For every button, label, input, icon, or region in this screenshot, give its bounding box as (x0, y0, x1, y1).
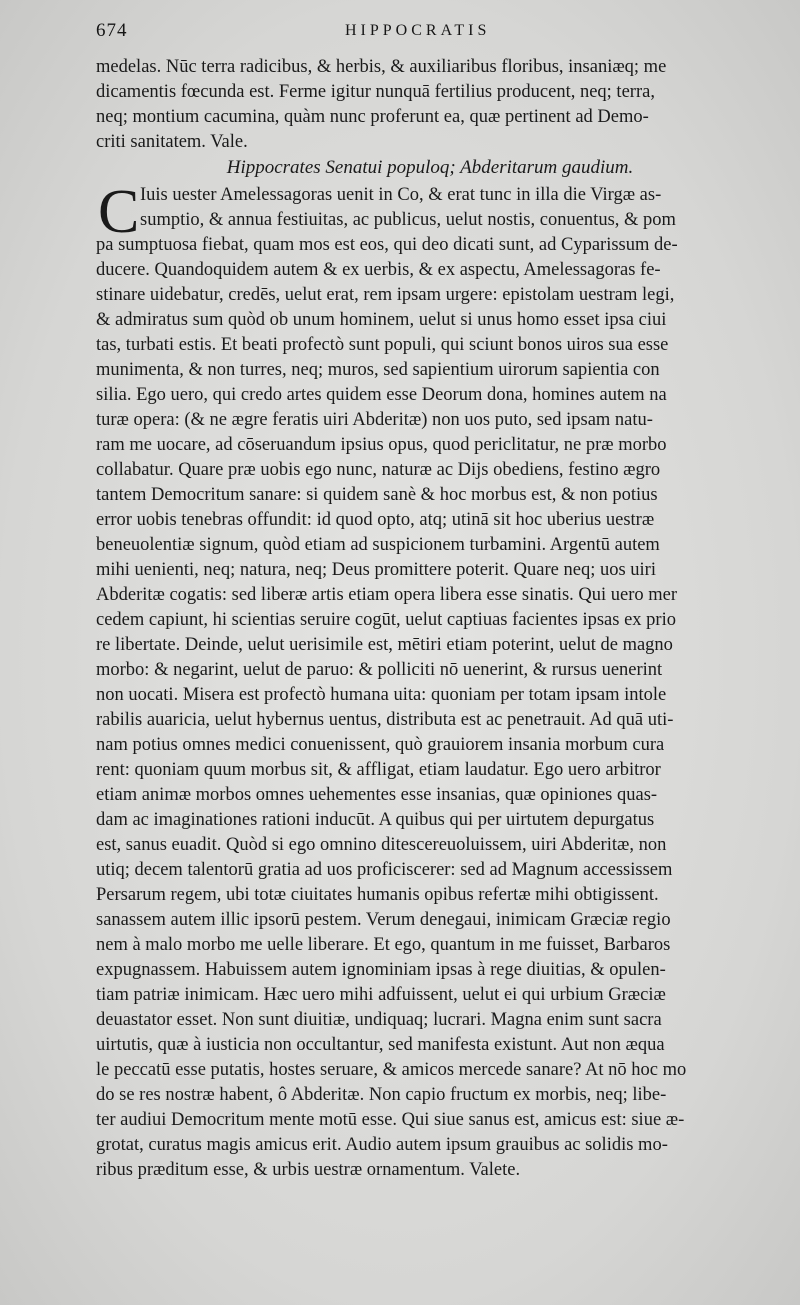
text-line: nem à malo morbo me uelle liberare. Et ego, quantum in me fuisset, Barbaros (96, 935, 671, 955)
text-line: ribus præditum esse, & urbis uestræ ornamentum. Valete. (96, 1160, 521, 1180)
text-line: expugnassem. Habuissem autem ignominiam ipsas à rege diuitias, & opulen- (96, 960, 666, 980)
text-line: Abderitæ cogatis: sed liberæ artis etiam opera libera esse sinatis. Qui uero mer (96, 585, 678, 605)
text-line: dicamentis fœcunda est. Ferme igitur nunquā fertilius producent, neq; terra, (96, 82, 655, 102)
text-line: ducere. Quandoquidem autem & ex uerbis, & ex aspectu, Amelessagoras fe- (96, 260, 661, 280)
text-line: est, sanus euadit. Quòd si ego omnino ditescereuoluissem, uiri Abderitæ, non (96, 835, 667, 855)
text-line: criti sanitatem. Vale. (96, 132, 248, 152)
text-line: & admiratus sum quòd ob unum hominem, uelut si unus homo esset ipsa ciui (96, 310, 667, 330)
text-line: pa sumptuosa fiebat, quam mos est eos, qui deo dicati sunt, ad Cyparissum de- (96, 235, 678, 255)
text-line: do se res nostræ habent, ô Abderitæ. Non capio fructum ex morbis, neq; libe- (96, 1085, 667, 1105)
text-line: rabilis auaricia, uelut hybernus uentus, distributa est ac penetrauit. Ad quā uti- (96, 710, 674, 730)
text-line: tas, turbati estis. Et beati profectò sunt populi, qui sciunt bonos uiros sua esse (96, 335, 669, 355)
drop-cap: C (98, 178, 140, 246)
text-line: collabatur. Quare præ uobis ego nunc, naturæ ac Dijs obediens, festino ægro (96, 460, 661, 480)
text-line: tantem Democritum sanare: si quidem sanè & hoc morbus est, & non potius (96, 485, 658, 505)
text-line: grotat, curatus magis amicus erit. Audio autem ipsum grauibus ac solidis mo- (96, 1135, 668, 1155)
text-line: Persarum regem, ubi totæ ciuitates humanis opibus refertæ mihi obtigissent. (96, 885, 659, 905)
text-line: morbo: & negarint, uelut de paruo: & polliciti nō uenerint, & rursus uenerint (96, 660, 663, 680)
text-line: non uocati. Misera est profectò humana uita: quoniam per totam ipsam intole (96, 685, 667, 705)
text-line: uirtutis, quæ à iusticia non occultantur, sed manifesta existunt. Aut non æqua (96, 1035, 665, 1055)
text-line: error uobis tenebras offundit: id quod opto, atq; utinā sit hoc uberius uestræ (96, 510, 655, 530)
text-line: deuastator esset. Non sunt diuitiæ, undiquaq; lucrari. Magna enim sunt sacra (96, 1010, 662, 1030)
text-line: stinare uidebatur, credēs, uelut erat, rem ipsam urgere: epistolam uestram legi, (96, 285, 675, 305)
text-line: sumptio, & annua festiuitas, ac publicus, uelut nostis, conuentus, & pom (140, 210, 676, 230)
text-line: rent: quoniam quum morbus sit, & affligat, etiam laudatur. Ego uero arbitror (96, 760, 661, 780)
text-line: nam potius omnes medici conuenissent, quò grauiorem insania morbum cura (96, 735, 665, 755)
text-line: medelas. Nūc terra radicibus, & herbis, & auxiliaribus floribus, insaniæq; me (96, 57, 667, 77)
text-line: turæ opera: (& ne ægre feratis uiri Abderitæ) non uos puto, sed ipsam natu- (96, 410, 653, 430)
text-line: cedem capiunt, hi scientias seruire cogūt, uelut captiuas facientes ipsas ex prio (96, 610, 676, 630)
text-line: neq; montium cacumina, quàm nunc proferunt ea, quæ pertinent ad Demo- (96, 107, 649, 127)
text-line: tiam patriæ inimicam. Hæc uero mihi adfuissent, uelut ei qui urbium Græciæ (96, 985, 666, 1005)
page-number: 674 (96, 20, 128, 41)
text-line: le peccatū esse putatis, hostes seruare, & amicos mercede sanare? At nō hoc mo (96, 1060, 687, 1080)
text-line: Iuis uester Amelessagoras uenit in Co, & erat tunc in illa die Virgæ as- (140, 185, 662, 205)
text-line: ram me uocare, ad cōseruandum ipsius opus, quod periclitatur, ne præ morbo (96, 435, 667, 455)
text-line: munimenta, & non turres, neq; muros, sed sapientium uirorum sapientia con (96, 360, 660, 380)
letter-title: Hippocrates Senatui populoq; Abderitarum gaudium. (226, 157, 634, 178)
text-line (96, 1183, 764, 1207)
text-line: silia. Ego uero, qui credo artes quidem esse Deorum dona, homines autem na (96, 385, 667, 405)
text-line: dam ac imaginationes rationi inducūt. A quibus qui per uirtutem depurgatus (96, 810, 655, 830)
text-line: utiq; decem talentorū gratia ad uos proficiscerer: sed ad Magnum accessissem (96, 860, 673, 880)
text-line: ter audiui Democritum mente motū esse. Qui siue sanus est, amicus est: siue æ- (96, 1110, 685, 1130)
text-line: sanassem autem illic ipsorū pestem. Verum denegaui, inimicam Græciæ regio (96, 910, 671, 930)
text-line: etiam animæ morbos omnes uehementes esse insanias, quæ opiniones quas- (96, 785, 658, 805)
text-line: beneuolentiæ signum, quòd etiam ad suspicionem turbamini. Argentū autem (96, 535, 660, 555)
text-line: re libertate. Deinde, uelut uerisimile est, mētiri etiam poterint, uelut de magno (96, 635, 673, 655)
running-head: HIPPOCRATIS (345, 22, 491, 39)
text-line: mihi uenienti, neq; natura, neq; Deus promittere poterit. Quare neq; uos uiri (96, 560, 656, 580)
